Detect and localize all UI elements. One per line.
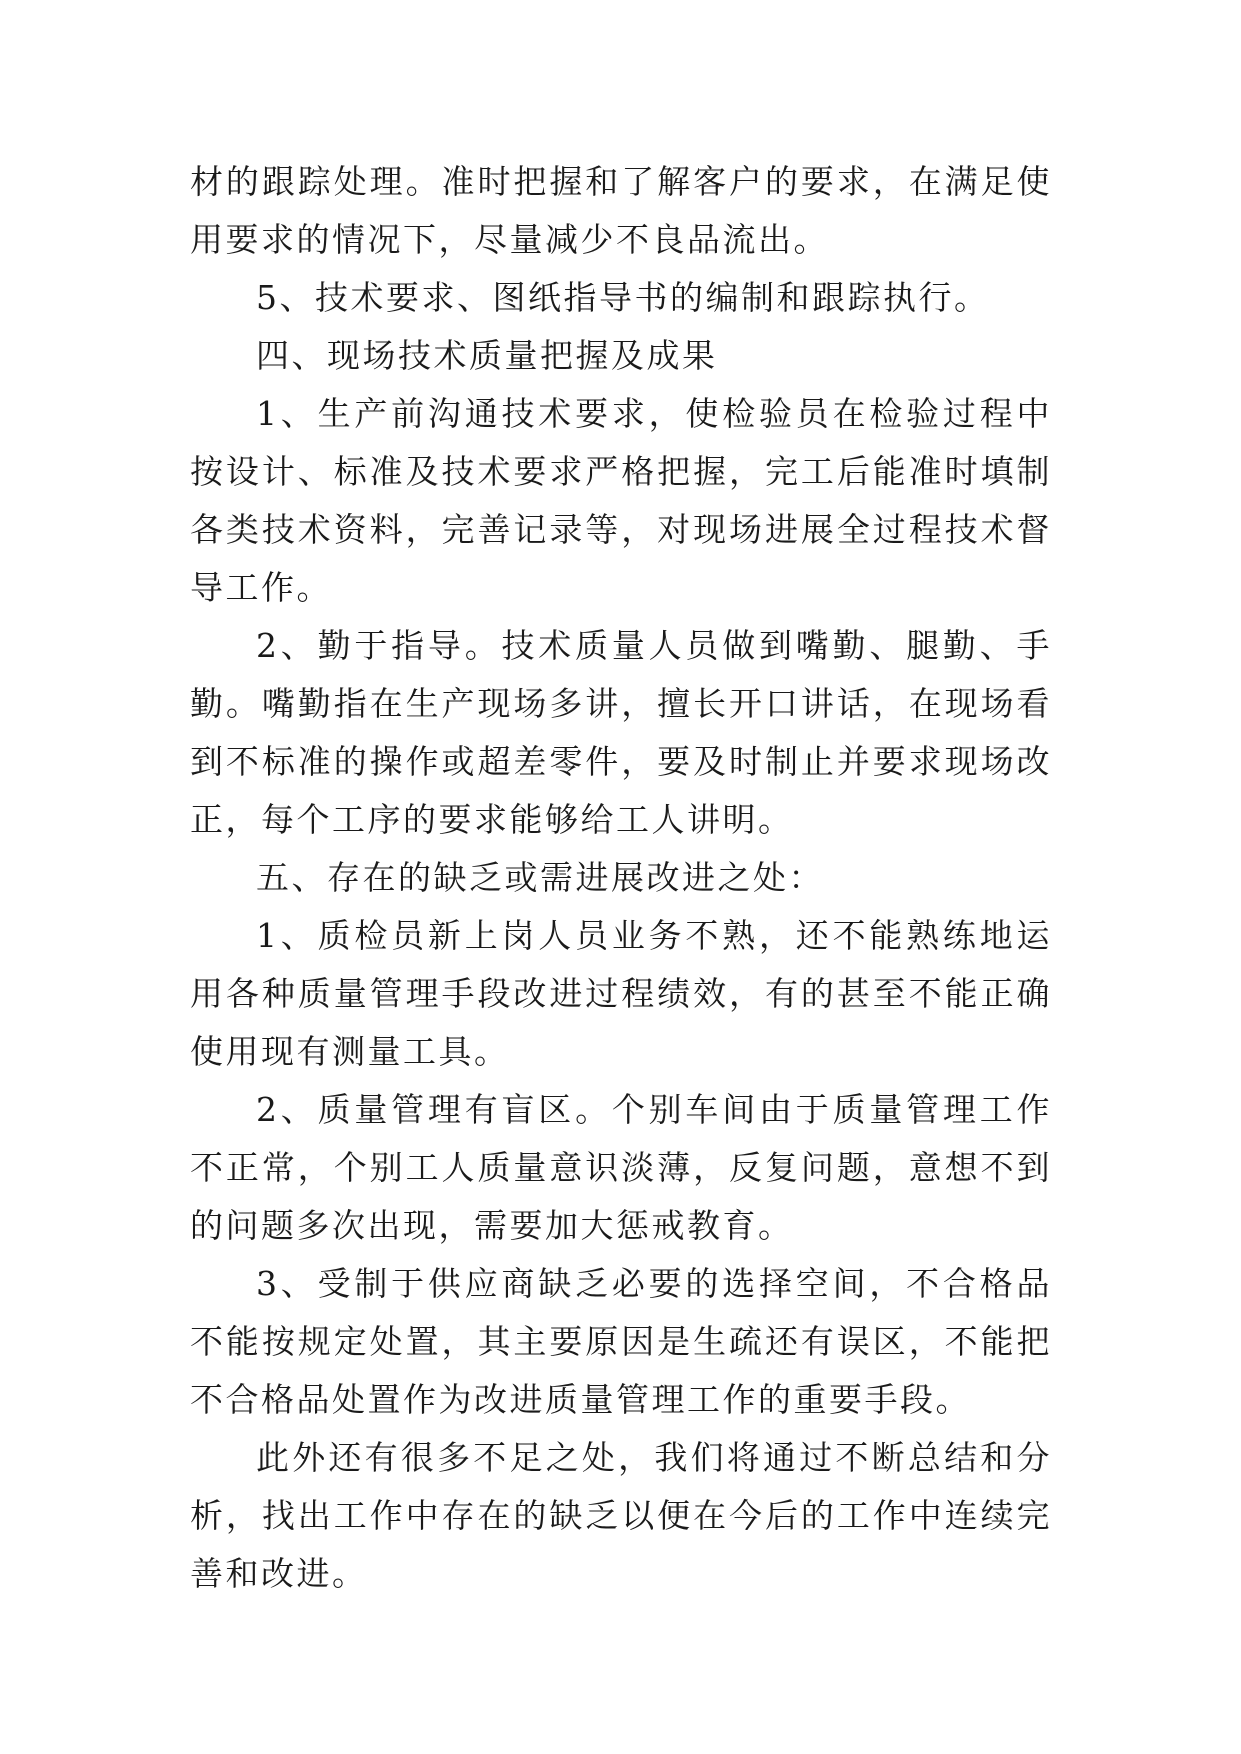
paragraph-5: 1、质检员新上岗人员业务不熟，还不能熟练地运用各种质量管理手段改进过程绩效，有的甚至不能正确使用现有测量工具。 <box>190 916 1052 1071</box>
paragraph-2: 5、技术要求、图纸指导书的编制和跟踪执行。 <box>256 278 990 317</box>
section-heading-4: 四、现场技术质量把握及成果 <box>256 336 718 375</box>
paragraph-1: 材的跟踪处理。准时把握和了解客户的要求，在满足使用要求的情况下，尽量减少不良品流出。 <box>190 162 1052 259</box>
document-body <box>190 153 1052 1603</box>
paragraph-3: 1、生产前沟通技术要求，使检验员在检验过程中按设计、标准及技术要求严格把握，完工后能准时填制各类技术资料，完善记录等，对现场进展全过程技术督导工作。 <box>190 394 1052 607</box>
paragraph-8: 此外还有很多不足之处，我们将通过不断总结和分析，找出工作中存在的缺乏以便在今后的工作中连续完善和改进。 <box>190 1438 1052 1593</box>
paragraph-6: 2、质量管理有盲区。个别车间由于质量管理工作不正常，个别工人质量意识淡薄，反复问题，意想不到的问题多次出现，需要加大惩戒教育。 <box>190 1090 1052 1245</box>
paragraph-7: 3、受制于供应商缺乏必要的选择空间，不合格品不能按规定处置，其主要原因是生疏还有误区，不能把不合格品处置作为改进质量管理工作的重要手段。 <box>190 1264 1052 1419</box>
paragraph-4: 2、勤于指导。技术质量人员做到嘴勤、腿勤、手勤。嘴勤指在生产现场多讲，擅长开口讲话，在现场看到不标准的操作或超差零件，要及时制止并要求现场改正，每个工序的要求能够给工人讲明。 <box>190 626 1052 839</box>
section-heading-5: 五、存在的缺乏或需进展改进之处： <box>256 858 824 897</box>
